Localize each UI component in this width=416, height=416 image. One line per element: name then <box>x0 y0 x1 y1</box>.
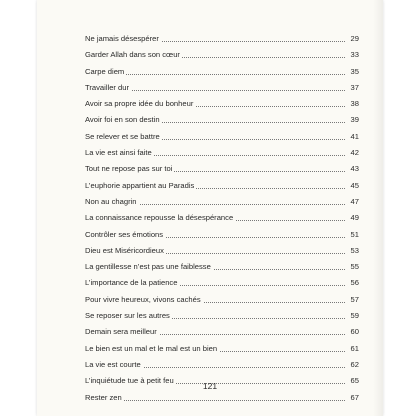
toc-entry <box>85 295 359 311</box>
toc-entry-page: 51 <box>350 229 359 239</box>
toc-entry-title: Dieu est Miséricordieux <box>85 245 164 255</box>
toc-entry-title: Contrôler ses émotions <box>85 229 164 239</box>
toc-entry <box>85 213 359 229</box>
toc-entry-page: 37 <box>350 82 359 92</box>
toc-entry-title: Avoir sa propre idée du bonheur <box>85 99 194 109</box>
toc-entry-title: Se relever et se battre <box>85 131 160 141</box>
toc-entry-page: 57 <box>350 294 359 304</box>
toc-entry-title: Ne jamais désespérer <box>85 34 159 43</box>
toc-entry-title: Le bien est un mal et le mal est un bien <box>85 343 218 353</box>
toc-entry <box>85 344 359 360</box>
toc-entry-page: 47 <box>350 196 359 206</box>
toc-entry-page: 33 <box>350 50 359 60</box>
toc-entry-title: Demain sera meilleur <box>85 327 157 337</box>
toc-entry-title: Non au chagrin <box>85 196 137 206</box>
toc-entry-page: 45 <box>350 180 359 190</box>
toc-entry-page: 60 <box>350 327 359 337</box>
toc-entry <box>85 278 359 294</box>
toc-entry-page: 29 <box>350 34 359 43</box>
toc-entry-title: La connaissance repousse la désespérance <box>85 213 234 223</box>
toc-entry-title: Carpe diem <box>85 66 125 76</box>
toc-entry <box>85 83 359 99</box>
toc-entry-title: Pour vivre heureux, vivons cachés <box>85 294 201 304</box>
toc-entry-title: L’euphorie appartient au Paradis <box>85 180 195 190</box>
toc-entry-page: 61 <box>350 343 359 353</box>
toc-entry-page: 62 <box>350 359 359 369</box>
toc-entry <box>85 34 359 50</box>
toc-entry <box>85 164 359 180</box>
toc-entry-page: 65 <box>350 376 359 386</box>
toc-entry-title: Garder Allah dans son cœur <box>85 50 180 60</box>
page-number: 121 <box>202 381 218 391</box>
toc-entry <box>85 311 359 327</box>
toc-entry-page: 56 <box>350 278 359 288</box>
toc-entry <box>85 99 359 115</box>
toc-entry-page: 35 <box>350 66 359 76</box>
book-page <box>37 0 383 416</box>
toc-entry-title: Travailler dur <box>85 82 130 92</box>
toc-entry-title: L’importance de la patience <box>85 278 178 288</box>
toc-entry-title: La vie est courte <box>85 359 141 369</box>
toc-entry-page: 55 <box>350 262 359 272</box>
toc-entry <box>85 50 359 66</box>
toc-entry <box>85 230 359 246</box>
toc-entry <box>85 360 359 376</box>
toc-entry-title: Se reposer sur les autres <box>85 311 170 321</box>
toc-entry <box>85 181 359 197</box>
toc-entry <box>85 148 359 164</box>
table-of-contents <box>85 34 359 409</box>
toc-entry <box>85 67 359 83</box>
toc-entry-title: Rester zen <box>85 392 122 402</box>
toc-entry-page: 53 <box>350 245 359 255</box>
toc-entry <box>85 115 359 131</box>
dot-leader <box>85 400 345 401</box>
toc-entry <box>85 246 359 262</box>
toc-entry-page: 49 <box>350 213 359 223</box>
toc-entry-page: 67 <box>350 392 359 402</box>
toc-entry-page: 43 <box>350 164 359 174</box>
toc-entry-page: 42 <box>350 148 359 158</box>
toc-entry-page: 59 <box>350 311 359 321</box>
toc-entry-title: L’inquiétude tue à petit feu <box>85 376 174 386</box>
toc-entry-page: 39 <box>350 115 359 125</box>
toc-entry-page: 38 <box>350 99 359 109</box>
toc-entry <box>85 132 359 148</box>
toc-entry <box>85 327 359 343</box>
toc-entry-page: 41 <box>350 131 359 141</box>
toc-entry-title: La vie est ainsi faite <box>85 148 152 158</box>
toc-entry-title: Avoir foi en son destin <box>85 115 160 125</box>
toc-entry <box>85 262 359 278</box>
toc-entry <box>85 393 359 409</box>
toc-entry-title: Tout ne repose pas sur toi <box>85 164 173 174</box>
toc-entry <box>85 197 359 213</box>
toc-entry-title: La gentillesse n’est pas une faiblesse <box>85 262 211 272</box>
